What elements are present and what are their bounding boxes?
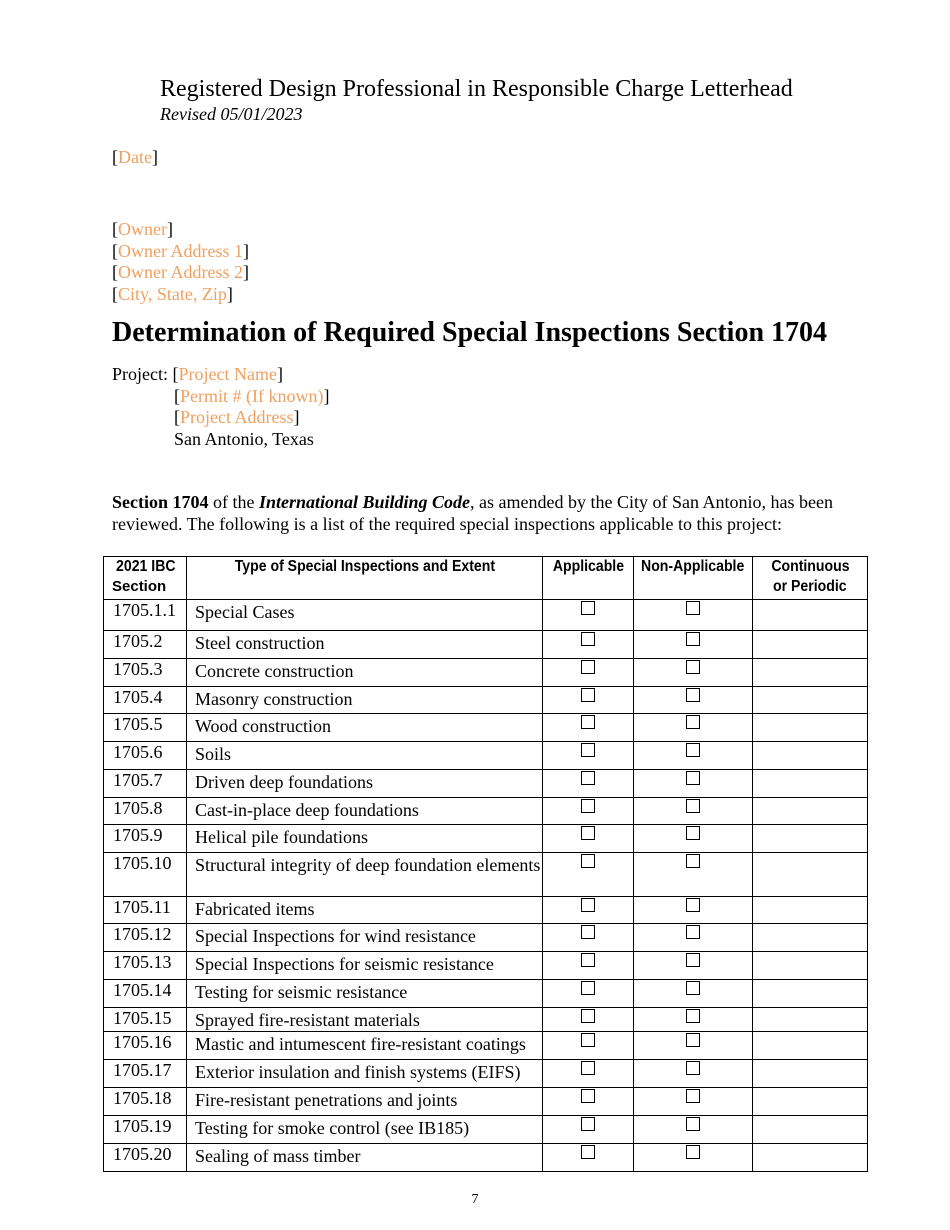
row-applicable-cell: [543, 631, 634, 659]
row-continuous-periodic-cell[interactable]: [753, 1060, 868, 1088]
header-section-line2: Section: [112, 578, 167, 595]
row-applicable-cell: [543, 1088, 634, 1116]
non-applicable-checkbox[interactable]: [686, 981, 700, 995]
table-row: [104, 687, 868, 714]
row-non-applicable-cell: [634, 1008, 753, 1032]
non-applicable-checkbox[interactable]: [686, 632, 700, 646]
row-continuous-periodic-cell[interactable]: [753, 1088, 868, 1116]
row-continuous-periodic-cell[interactable]: [753, 714, 868, 742]
intro-code-name: International Building Code: [258, 492, 471, 512]
row-inspection-type: Testing for seismic resistance: [187, 980, 543, 1008]
row-inspection-type: Special Inspections for wind resistance: [187, 924, 543, 952]
row-section: 1705.14: [104, 980, 187, 1008]
applicable-checkbox[interactable]: [581, 660, 595, 674]
row-section: 1705.7: [104, 770, 187, 798]
row-continuous-periodic-cell[interactable]: [753, 631, 868, 659]
applicable-checkbox[interactable]: [581, 898, 595, 912]
row-applicable-cell: [543, 853, 634, 897]
page-number: 7: [471, 1192, 479, 1207]
row-applicable-cell: [543, 659, 634, 687]
header-continuous-periodic: [753, 557, 868, 600]
non-applicable-checkbox[interactable]: [686, 898, 700, 912]
table-row: [104, 1088, 868, 1116]
row-continuous-periodic-cell[interactable]: [753, 825, 868, 853]
row-non-applicable-cell: [634, 770, 753, 798]
table-row: [104, 1008, 868, 1032]
row-applicable-cell: [543, 742, 634, 770]
row-section: 1705.5: [104, 714, 187, 742]
table-row: [104, 897, 868, 924]
row-non-applicable-cell: [634, 1144, 753, 1172]
non-applicable-checkbox[interactable]: [686, 660, 700, 674]
row-section: 1705.13: [104, 952, 187, 980]
header-non-applicable-label: Non-Applicable: [641, 558, 745, 575]
header-type: [187, 557, 543, 600]
row-inspection-type: Fire-resistant penetrations and joints: [187, 1088, 543, 1116]
applicable-checkbox[interactable]: [581, 1089, 595, 1103]
non-applicable-checkbox[interactable]: [686, 688, 700, 702]
non-applicable-checkbox[interactable]: [686, 1009, 700, 1023]
row-non-applicable-cell: [634, 1060, 753, 1088]
row-non-applicable-cell: [634, 1116, 753, 1144]
table-row: [104, 853, 868, 897]
letterhead: [160, 74, 793, 124]
table-row: [104, 1060, 868, 1088]
project-name-placeholder[interactable]: Project Name: [178, 364, 277, 384]
row-applicable-cell: [543, 980, 634, 1008]
row-non-applicable-cell: [634, 742, 753, 770]
non-applicable-checkbox[interactable]: [686, 1061, 700, 1075]
table-row: [104, 631, 868, 659]
row-section: 1705.12: [104, 924, 187, 952]
project-address-placeholder[interactable]: Project Address: [180, 407, 294, 427]
row-non-applicable-cell: [634, 631, 753, 659]
project-label: Project:: [112, 364, 173, 384]
row-inspection-type: Soils: [187, 742, 543, 770]
row-continuous-periodic-cell[interactable]: [753, 1116, 868, 1144]
row-inspection-type: Special Inspections for seismic resistance: [187, 952, 543, 980]
row-section: 1705.9: [104, 825, 187, 853]
row-applicable-cell: [543, 897, 634, 924]
row-section: 1705.1.1: [104, 600, 187, 631]
row-applicable-cell: [543, 1032, 634, 1060]
header-applicable-label: Applicable: [552, 558, 624, 575]
non-applicable-checkbox[interactable]: [686, 771, 700, 785]
table-row: [104, 924, 868, 952]
row-applicable-cell: [543, 687, 634, 714]
row-non-applicable-cell: [634, 853, 753, 897]
row-non-applicable-cell: [634, 1088, 753, 1116]
non-applicable-checkbox[interactable]: [686, 601, 700, 615]
row-continuous-periodic-cell[interactable]: [753, 600, 868, 631]
city-state-zip-placeholder[interactable]: City, State, Zip: [118, 283, 227, 304]
applicable-checkbox[interactable]: [581, 854, 595, 868]
row-section: 1705.6: [104, 742, 187, 770]
row-inspection-type: Structural integrity of deep foundation elements: [187, 853, 543, 897]
non-applicable-checkbox[interactable]: [686, 743, 700, 757]
table-row: [104, 798, 868, 825]
project-city: San Antonio, Texas: [174, 428, 314, 449]
row-section: 1705.19: [104, 1116, 187, 1144]
permit-placeholder[interactable]: Permit # (If known): [180, 385, 324, 406]
table-row: [104, 714, 868, 742]
row-non-applicable-cell: [634, 714, 753, 742]
non-applicable-checkbox[interactable]: [686, 826, 700, 840]
row-continuous-periodic-cell[interactable]: [753, 853, 868, 897]
date-line: [Date]: [112, 147, 158, 167]
row-section: 1705.4: [104, 687, 187, 714]
row-continuous-periodic-cell[interactable]: [753, 1032, 868, 1060]
row-section: 1705.20: [104, 1144, 187, 1172]
row-continuous-periodic-cell[interactable]: [753, 924, 868, 952]
table-row: [104, 600, 868, 631]
row-inspection-type: Testing for smoke control (see IB185): [187, 1116, 543, 1144]
row-non-applicable-cell: [634, 825, 753, 853]
non-applicable-checkbox[interactable]: [686, 799, 700, 813]
row-inspection-type: Wood construction: [187, 714, 543, 742]
row-section: 1705.11: [104, 897, 187, 924]
owner-address1-placeholder[interactable]: Owner Address 1: [118, 240, 243, 261]
table-row: [104, 952, 868, 980]
header-applicable: [543, 557, 634, 600]
header-continuous-line1: Continuous: [770, 558, 850, 575]
row-non-applicable-cell: [634, 952, 753, 980]
owner-line: [Owner]: [112, 219, 173, 239]
intro-text-2: , as amended by the City of San Antonio, has been reviewed. The following is a list of the required special inspections applicable to this project:: [112, 492, 833, 534]
non-applicable-checkbox[interactable]: [686, 715, 700, 729]
row-non-applicable-cell: [634, 600, 753, 631]
row-continuous-periodic-cell[interactable]: [753, 742, 868, 770]
row-inspection-type: Special Cases: [187, 600, 543, 631]
header-section: [104, 557, 187, 600]
row-applicable-cell: [543, 600, 634, 631]
table-row: [104, 659, 868, 687]
table-body: [104, 600, 868, 1172]
table-header-row: [104, 557, 868, 600]
applicable-checkbox[interactable]: [581, 688, 595, 702]
row-section: 1705.18: [104, 1088, 187, 1116]
row-non-applicable-cell: [634, 980, 753, 1008]
applicable-checkbox[interactable]: [581, 925, 595, 939]
row-continuous-periodic-cell[interactable]: [753, 659, 868, 687]
row-inspection-type: Helical pile foundations: [187, 825, 543, 853]
applicable-checkbox[interactable]: [581, 601, 595, 615]
non-applicable-checkbox[interactable]: [686, 1145, 700, 1159]
city-state-zip-line: [City, State, Zip]: [112, 283, 233, 304]
row-non-applicable-cell: [634, 659, 753, 687]
applicable-checkbox[interactable]: [581, 771, 595, 785]
row-inspection-type: Mastic and intumescent fire-resistant coatings: [187, 1032, 543, 1060]
row-section: 1705.2: [104, 631, 187, 659]
row-non-applicable-cell: [634, 687, 753, 714]
row-continuous-periodic-cell[interactable]: [753, 952, 868, 980]
non-applicable-checkbox[interactable]: [686, 1089, 700, 1103]
owner-placeholder[interactable]: Owner: [118, 219, 167, 239]
row-inspection-type: Masonry construction: [187, 687, 543, 714]
row-applicable-cell: [543, 714, 634, 742]
row-non-applicable-cell: [634, 798, 753, 825]
special-inspections-table: [103, 556, 868, 1172]
table-row: [104, 742, 868, 770]
row-non-applicable-cell: [634, 924, 753, 952]
row-continuous-periodic-cell[interactable]: [753, 1008, 868, 1032]
applicable-checkbox[interactable]: [581, 981, 595, 995]
row-applicable-cell: [543, 825, 634, 853]
row-continuous-periodic-cell[interactable]: [753, 687, 868, 714]
applicable-checkbox[interactable]: [581, 1009, 595, 1023]
header-section-line1: 2021 IBC: [116, 558, 176, 575]
row-inspection-type: Concrete construction: [187, 659, 543, 687]
row-section: 1705.16: [104, 1032, 187, 1060]
row-applicable-cell: [543, 798, 634, 825]
row-continuous-periodic-cell[interactable]: [753, 980, 868, 1008]
row-inspection-type: Driven deep foundations: [187, 770, 543, 798]
owner-address-block: [112, 219, 249, 305]
revision-date: Revised 05/01/2023: [160, 104, 303, 124]
row-section: 1705.17: [104, 1060, 187, 1088]
row-inspection-type: Sprayed fire-resistant materials: [187, 1008, 543, 1032]
owner-address2-line: [Owner Address 2]: [112, 262, 249, 282]
row-section: 1705.15: [104, 1008, 187, 1032]
row-section: 1705.8: [104, 798, 187, 825]
non-applicable-checkbox[interactable]: [686, 854, 700, 868]
header-type-label: Type of Special Inspections and Extent: [234, 558, 495, 575]
row-continuous-periodic-cell[interactable]: [753, 1144, 868, 1172]
row-continuous-periodic-cell[interactable]: [753, 770, 868, 798]
applicable-checkbox[interactable]: [581, 632, 595, 646]
row-applicable-cell: [543, 952, 634, 980]
owner-address2-placeholder[interactable]: Owner Address 2: [118, 262, 243, 282]
non-applicable-checkbox[interactable]: [686, 1033, 700, 1047]
applicable-checkbox[interactable]: [581, 1033, 595, 1047]
applicable-checkbox[interactable]: [581, 1145, 595, 1159]
table-row: [104, 1032, 868, 1060]
row-applicable-cell: [543, 1116, 634, 1144]
row-inspection-type: Fabricated items: [187, 897, 543, 924]
row-applicable-cell: [543, 1060, 634, 1088]
row-applicable-cell: [543, 770, 634, 798]
table-row: [104, 980, 868, 1008]
header-non-applicable: [634, 557, 753, 600]
non-applicable-checkbox[interactable]: [686, 953, 700, 967]
row-section: 1705.10: [104, 853, 187, 897]
row-inspection-type: Exterior insulation and finish systems (EIFS): [187, 1060, 543, 1088]
project-address-line: [Project Address]: [174, 407, 300, 427]
row-non-applicable-cell: [634, 897, 753, 924]
applicable-checkbox[interactable]: [581, 715, 595, 729]
row-continuous-periodic-cell[interactable]: [753, 897, 868, 924]
non-applicable-checkbox[interactable]: [686, 1117, 700, 1131]
project-block: [112, 364, 329, 450]
non-applicable-checkbox[interactable]: [686, 925, 700, 939]
table-row: [104, 1116, 868, 1144]
row-applicable-cell: [543, 1144, 634, 1172]
table-row: [104, 1144, 868, 1172]
table-row: [104, 825, 868, 853]
applicable-checkbox[interactable]: [581, 953, 595, 967]
letterhead-title: Registered Design Professional in Responsible Charge Letterhead: [160, 76, 793, 102]
applicable-checkbox[interactable]: [581, 1061, 595, 1075]
table-row: [104, 770, 868, 798]
permit-line: [Permit # (If known)]: [174, 385, 330, 406]
date-placeholder[interactable]: Date: [118, 147, 152, 167]
row-applicable-cell: [543, 924, 634, 952]
row-inspection-type: Cast-in-place deep foundations: [187, 798, 543, 825]
row-inspection-type: Sealing of mass timber: [187, 1144, 543, 1172]
applicable-checkbox[interactable]: [581, 799, 595, 813]
applicable-checkbox[interactable]: [581, 1117, 595, 1131]
row-continuous-periodic-cell[interactable]: [753, 798, 868, 825]
document-title: Determination of Required Special Inspections Section 1704: [112, 317, 828, 348]
applicable-checkbox[interactable]: [581, 743, 595, 757]
header-continuous-line2: or Periodic: [773, 578, 847, 595]
row-non-applicable-cell: [634, 1032, 753, 1060]
intro-text-1: of the: [208, 492, 259, 512]
project-name-line: Project: [Project Name]: [112, 364, 283, 384]
applicable-checkbox[interactable]: [581, 826, 595, 840]
owner-address1-line: [Owner Address 1]: [112, 240, 249, 261]
row-applicable-cell: [543, 1008, 634, 1032]
row-section: 1705.3: [104, 659, 187, 687]
row-inspection-type: Steel construction: [187, 631, 543, 659]
intro-section-ref: Section 1704: [112, 492, 209, 512]
intro-paragraph: [112, 491, 872, 535]
